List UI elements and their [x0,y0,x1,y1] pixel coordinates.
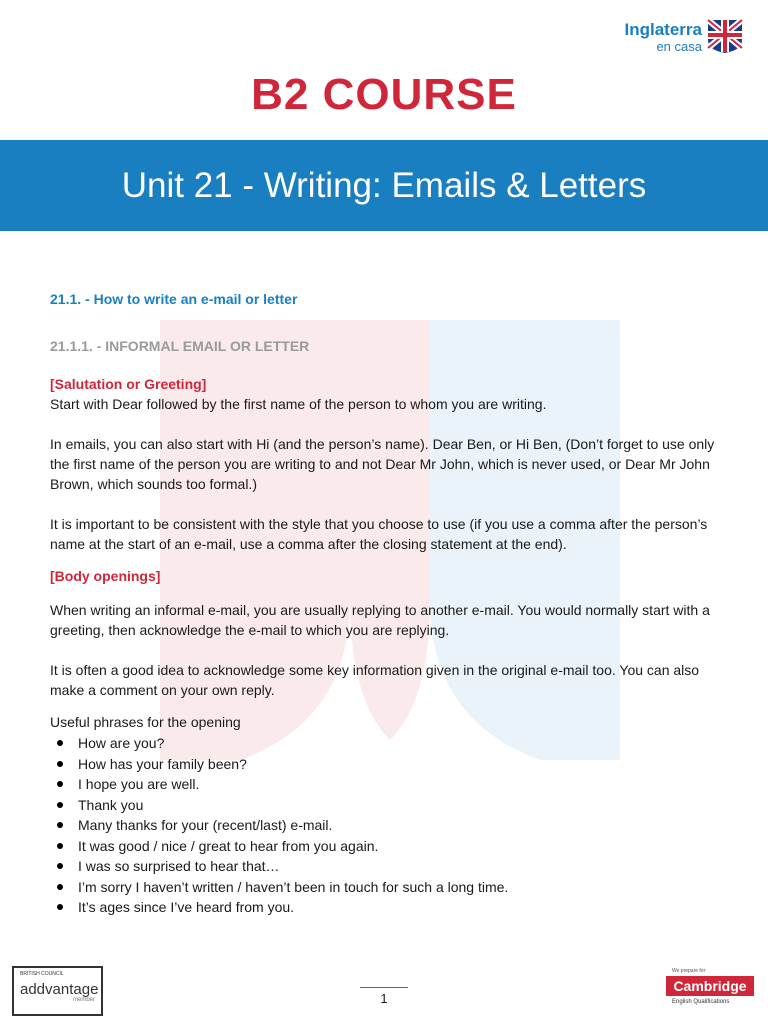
document-body [50,289,722,918]
logo-name: Inglaterra [624,20,702,39]
salutation-paragraph-2: In emails, you can also start with Hi (and the person’s name). Dear Ben, or Hi Ben, (Don’t forget to use only the first name of the person you are writing to and not Dear Mr John, which is never used, or Dear Mr John Brown, which sounds too formal.) [50,436,715,492]
body-openings-paragraph-2: It is often a good idea to acknowledge some key information given in the original e-mail too. You can also make a comment on your own reply. [50,662,700,698]
bullet-icon [57,843,63,849]
logo-sub: en casa [656,39,702,54]
list-item: It’s ages since I’ve heard from you. [50,897,722,918]
list-item: I was so surprised to hear that… [50,856,722,877]
phrases-intro: Useful phrases for the opening [50,714,241,730]
badge-council-text: BRITISH COUNCIL [20,971,64,977]
unit-title: Unit 21 - Writing: Emails & Letters [121,165,647,205]
salutation-paragraph-3: It is important to be consistent with the style that you choose to use (if you use a comma after the person’s name at the start of an e-mail, use a comma after the closing statement at the end). [50,516,708,552]
page-number-rule [360,987,408,988]
list-item: Many thanks for your (recent/last) e-mail. [50,815,722,836]
bullet-icon [57,761,63,767]
bullet-icon [57,781,63,787]
unit-banner [0,140,768,231]
body-openings-label: [Body openings] [50,568,161,584]
inglaterra-en-casa-logo [616,18,746,58]
list-item: I hope you are well. [50,774,722,795]
addvantage-badge [12,966,103,1016]
phrases-list [50,733,722,918]
body-openings-paragraph-1: When writing an informal e-mail, you are usually replying to another e-mail. You would normally start with a greeting, then acknowledge the e-mail to which you are replying. [50,602,710,638]
badge-main-text: addvantage [20,981,99,998]
list-item: Thank you [50,795,722,816]
cambridge-logo [666,968,760,1016]
subsection-heading: 21.1.1. - INFORMAL EMAIL OR LETTER [50,338,310,354]
bullet-icon [57,822,63,828]
salutation-label: [Salutation or Greeting] [50,376,207,392]
list-item: It was good / nice / great to hear from you again. [50,836,722,857]
bullet-icon [57,884,63,890]
bullet-icon [57,802,63,808]
cambridge-quals-text: English Qualifications [672,999,730,1005]
badge-member-text: member [72,997,95,1003]
bullet-icon [57,863,63,869]
bullet-icon [57,740,63,746]
union-jack-icon [706,18,744,54]
course-title: B2 COURSE [251,70,517,119]
list-item: How are you? [50,733,722,754]
page-number: 1 [380,991,388,1006]
cambridge-name: Cambridge [666,976,754,996]
bullet-icon [57,904,63,910]
salutation-paragraph-1: Start with Dear followed by the first name of the person to whom you are writing. [50,396,547,412]
cambridge-prep-text: We prepare for [672,968,706,974]
list-item: How has your family been? [50,754,722,775]
list-item: I’m sorry I haven’t written / haven’t been in touch for such a long time. [50,877,722,898]
section-heading: 21.1. - How to write an e-mail or letter [50,291,298,307]
